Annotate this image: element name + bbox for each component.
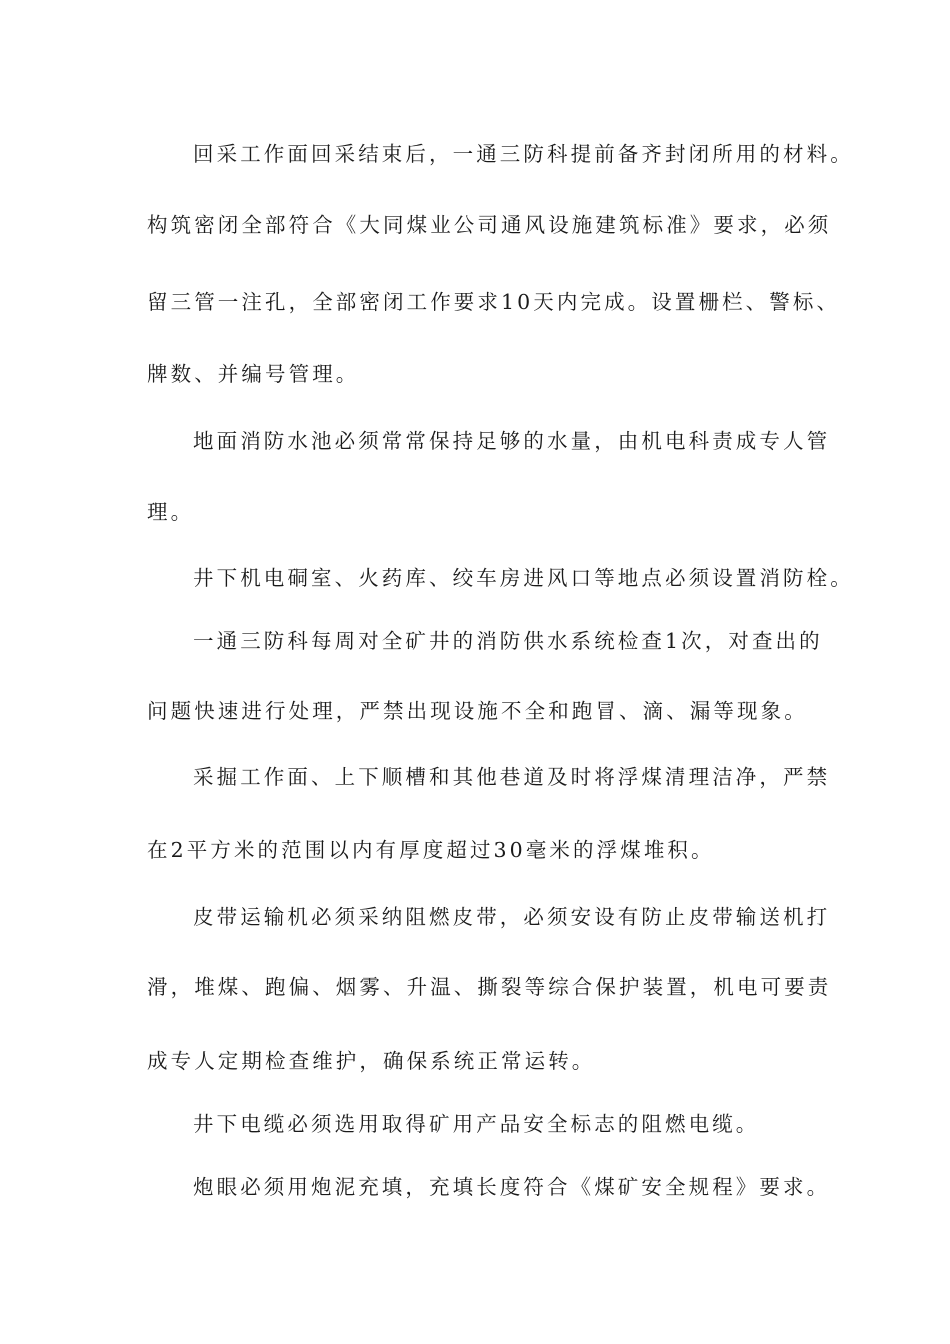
text-line: 滑，堆煤、跑偏、烟雾、升温、撕裂等综合保护装置，机电可要责	[147, 975, 832, 999]
text-line: 构筑密闭全部符合《大同煤业公司通风设施建筑标准》要求，必须	[147, 213, 832, 237]
text-line: 理。	[147, 500, 195, 524]
text-line: 地面消防水池必须常常保持足够的水量，由机电科责成专人管	[193, 429, 831, 453]
text-line: 问题快速进行处理，严禁出现设施不全和跑冒、滴、漏等现象。	[147, 699, 808, 723]
text-line: 牌数、并编号管理。	[147, 362, 360, 386]
text-line: 留三管一注孔，全部密闭工作要求10天内完成。设置栅栏、警标、	[147, 290, 841, 314]
text-line: 一通三防科每周对全矿井的消防供水系统检查1次，对查出的	[193, 629, 823, 653]
text-line: 采掘工作面、上下顺槽和其他巷道及时将浮煤清理洁净，严禁	[193, 765, 831, 789]
text-line: 在2平方米的范围以内有厚度超过30毫米的浮煤堆积。	[147, 838, 715, 862]
text-line: 皮带运输机必须采纳阻燃皮带，必须安设有防止皮带输送机打	[193, 905, 831, 929]
text-line: 炮眼必须用炮泥充填，充填长度符合《煤矿安全规程》要求。	[193, 1175, 831, 1199]
text-line: 井下电缆必须选用取得矿用产品安全标志的阻燃电缆。	[193, 1112, 760, 1136]
text-line: 成专人定期检查维护，确保系统正常运转。	[147, 1049, 596, 1073]
text-line: 井下机电硐室、火药库、绞车房进风口等地点必须设置消防栓。	[193, 566, 854, 590]
text-line: 回采工作面回采结束后，一通三防科提前备齐封闭所用的材料。	[193, 142, 854, 166]
